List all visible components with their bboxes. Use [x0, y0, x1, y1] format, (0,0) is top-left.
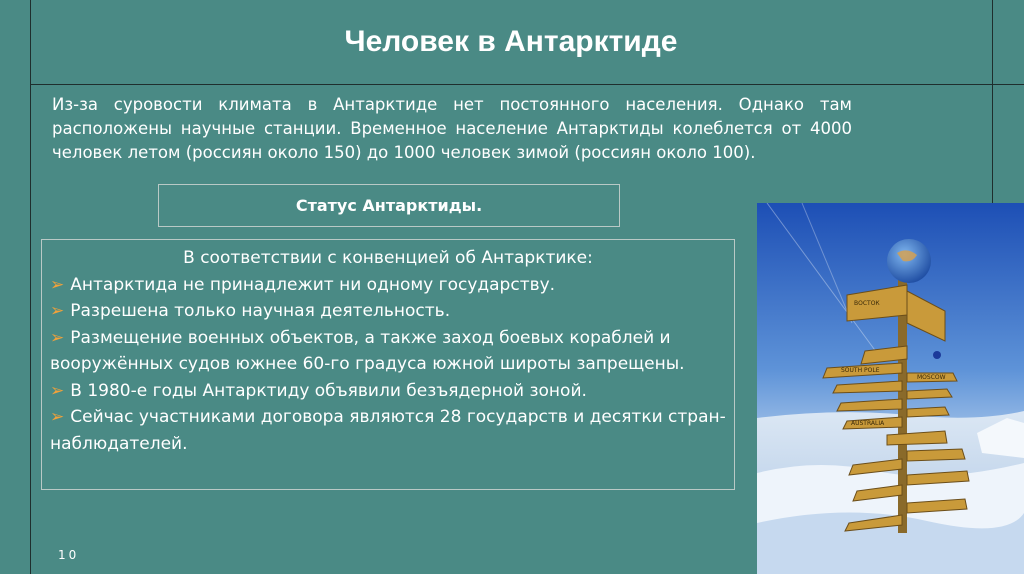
convention-heading: В соответствии с конвенцией об Антарктике: — [183, 248, 593, 268]
status-heading-box — [158, 184, 620, 227]
arrow-bullet-icon: ➢ — [50, 274, 65, 295]
list-item: ➢ Размещение военных объектов, а также заход боевых кораблей и вооружённых судов южнее 60-го градуса южной широты запрещены. — [50, 327, 685, 374]
list-item: ➢ В 1980-е годы Антарктиду объявили безъядерной зоной. — [50, 380, 587, 401]
signpost-photo — [757, 203, 1024, 574]
list-item: ➢ Антарктида не принадлежит ни одному государству. — [50, 274, 556, 295]
frame-right-line — [992, 0, 993, 203]
page-title: Человек в Антарктиде — [344, 25, 678, 58]
title-divider — [30, 84, 1024, 85]
svg-text:AUSTRALIA: AUSTRALIA — [851, 420, 885, 427]
page-number: 10 — [58, 548, 80, 562]
frame-left-line — [30, 0, 31, 574]
arrow-bullet-icon: ➢ — [50, 301, 65, 321]
svg-text:ВОСТОК: ВОСТОК — [854, 300, 880, 307]
list-item: ➢ Разрешена только научная деятельность. — [50, 301, 451, 321]
status-heading: Статус Антарктиды. — [295, 196, 483, 215]
svg-text:SOUTH POLE: SOUTH POLE — [841, 367, 880, 374]
convention-box — [41, 239, 735, 490]
arrow-bullet-icon: ➢ — [50, 327, 65, 348]
arrow-bullet-icon: ➢ — [50, 380, 65, 401]
arrow-bullet-icon: ➢ — [50, 407, 65, 427]
svg-text:MOSCOW: MOSCOW — [917, 374, 946, 381]
intro-paragraph: Из-за суровости климата в Антарктиде нет постоянного населения. Однако там расположены научные станции. Временное население Антарктиды колеблется от 4000 человек летом (россиян около 150) до 1000 человек зимой (россиян около 100). — [52, 95, 852, 162]
list-item: ➢ Сейчас участниками договора являются 28 государств и десятки стран-наблюдателей. — [50, 407, 726, 454]
